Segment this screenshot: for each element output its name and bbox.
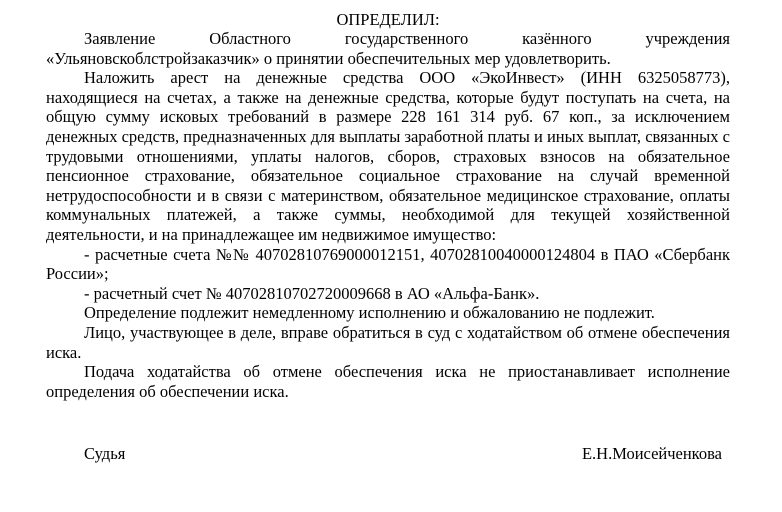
paragraph-arrest: Наложить арест на денежные средства ООО «ЭкоИнвест» (ИНН 6325058773), находящиеся на счетах, а также на денежные средства, которые будут поступать на счета, на общую сумму исковых требований в размере 228 161 314 руб. 67 коп., за исключением денежных средств, предназначенных для выплаты заработной платы и иных выплат, связанных с трудовыми отношениями, уплаты налогов, сборов, страховых взносов на обязательное пенсионное страхование, обязательное социальное страхование на случай временной нетрудоспособности и в связи с материнством, обязательное медицинское страхование, оплаты коммунальных платежей, а также суммы, необходимой для текущей хозяйственной деятельности, и на принадлежащее им недвижимое имущество: (46, 68, 730, 244)
judge-title: Судья (84, 444, 126, 463)
paragraph-no-suspension: Подача ходатайства об отмене обеспечения иска не приостанавливает исполнение определения об обеспечении иска. (46, 362, 730, 401)
section-heading: ОПРЕДЕЛИЛ: (336, 10, 440, 29)
paragraph-accounts-sberbank: - расчетные счета №№ 40702810769000012151, 40702810040000124804 в ПАО «Сбербанк России»; (46, 244, 730, 284)
paragraph-right-to-appeal: Лицо, участвующее в деле, вправе обратиться в суд с ходатайством об отмене обеспечения иска. (46, 322, 730, 362)
paragraph-application: Заявление Областного государственного казённого учреждения «Ульяновскоблстройзаказчик» о принятии обеспечительных мер удовлетворить. (46, 29, 730, 68)
paragraph-immediate-execution: Определение подлежит немедленному исполнению и обжалованию не подлежит. (84, 303, 655, 323)
signature-block (46, 444, 722, 463)
judge-name: Е.Н.Моисейченкова (581, 444, 722, 463)
document-body (46, 10, 730, 401)
paragraph-account-alfabank: - расчетный счет № 40702810702720009668 в АО «Альфа-Банк». (84, 283, 540, 303)
